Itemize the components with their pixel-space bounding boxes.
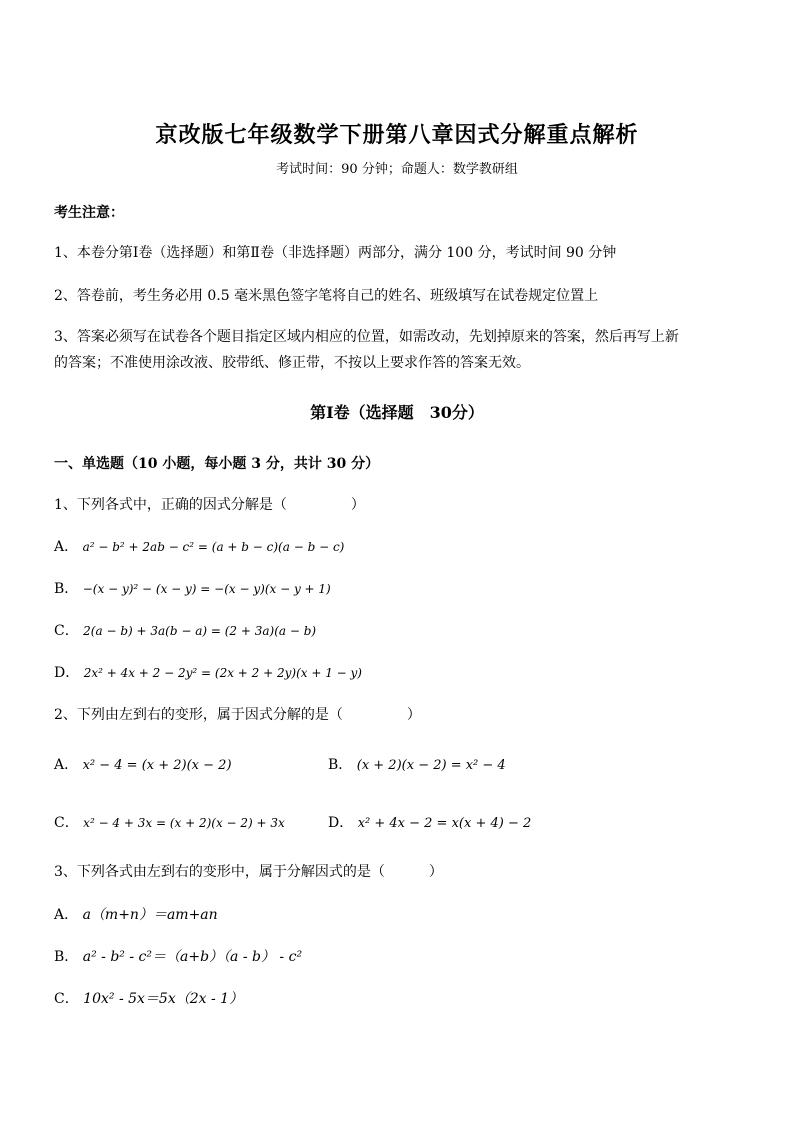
option-label: A． xyxy=(54,539,79,555)
option-label: C． xyxy=(54,991,79,1007)
option-expression: 2(a − b) + 3a(b − a) = (2 + 3a)(a − b) xyxy=(83,624,317,638)
option-expression: 2x² + 4x + 2 − 2y² = (2x + 2 + 2y)(x + 1 − y) xyxy=(83,666,362,680)
question-3-stem-close: ） xyxy=(428,864,443,880)
option-label: C． xyxy=(54,815,79,831)
question-2-stem-text: 2、下列由左到右的变形，属于因式分解的是（ xyxy=(54,707,343,723)
question-1-stem-text: 1、下列各式中，正确的因式分解是（ xyxy=(54,497,287,513)
question-1-stem-close: ） xyxy=(350,497,365,513)
option-label: A． xyxy=(54,757,79,773)
option-label: D． xyxy=(54,665,80,681)
option-expression: −(x − y)² − (x − y) = −(x − y)(x − y + 1) xyxy=(82,582,331,596)
notice-item-3: 3、答案必须写在试卷各个题目指定区域内相应的位置，如需改动，先划掉原来的答案，然后再写上新 xyxy=(54,329,679,345)
notice-item-3-cont: 的答案；不准使用涂改液、胶带纸、修正带，不按以上要求作答的答案无效。 xyxy=(54,355,530,371)
notice-item-1: 1、本卷分第Ⅰ卷（选择题）和第Ⅱ卷（非选择题）两部分，满分 100 分，考试时间 90 分钟 xyxy=(54,245,617,261)
option-label: A． xyxy=(54,907,79,923)
notice-heading: 考生注意： xyxy=(54,205,124,221)
option-label: B． xyxy=(54,949,79,965)
option-label: B． xyxy=(328,757,353,773)
option-expression: x² + 4x − 2 = x(x + 4) − 2 xyxy=(357,816,532,831)
option-label: B． xyxy=(54,581,79,597)
option-label: D． xyxy=(328,815,354,831)
question-1-stem xyxy=(54,494,365,514)
option-expression: (x + 2)(x − 2) = x² − 4 xyxy=(356,758,506,773)
question-3-option-b[interactable] xyxy=(54,946,302,966)
option-expression: x² − 4 + 3x = (x + 2)(x − 2) + 3x xyxy=(83,816,285,830)
question-2-option-a[interactable] xyxy=(54,754,232,774)
question-1-option-b[interactable] xyxy=(54,578,331,598)
question-1-option-c[interactable] xyxy=(54,620,316,640)
question-3-option-c[interactable] xyxy=(54,988,243,1008)
question-2-stem-close: ） xyxy=(406,707,421,723)
option-expression: a² - b² - c²＝（a+b）（a - b） - c² xyxy=(82,949,303,965)
page-subtitle: 考试时间：90 分钟；命题人：数学教研组 xyxy=(276,162,518,177)
part-title: 一、单选题（10 小题，每小题 3 分，共计 30 分） xyxy=(54,456,380,472)
question-2-option-b[interactable] xyxy=(328,754,506,774)
option-expression: a（m+n）＝am+an xyxy=(82,907,218,923)
question-2-option-c[interactable] xyxy=(54,812,285,832)
option-expression: a² − b² + 2ab − c² = (a + b − c)(a − b − c) xyxy=(82,540,345,554)
question-2-option-d[interactable] xyxy=(328,812,531,832)
option-expression: 10x² - 5x＝5x（2x - 1） xyxy=(83,991,244,1007)
question-1-option-d[interactable] xyxy=(54,662,362,682)
question-3-stem-text: 3、下列各式由左到右的变形中，属于分解因式的是（ xyxy=(54,864,385,880)
question-3-stem xyxy=(54,861,443,881)
page-title: 京改版七年级数学下册第八章因式分解重点解析 xyxy=(155,122,639,148)
notice-item-2: 2、答卷前，考生务必用 0.5 毫米黑色签字笔将自己的姓名、班级填写在试卷规定位置上 xyxy=(54,288,599,304)
option-label: C． xyxy=(54,623,79,639)
option-expression: x² − 4 = (x + 2)(x − 2) xyxy=(82,758,232,773)
question-3-option-a[interactable] xyxy=(54,904,218,924)
question-1-option-a[interactable] xyxy=(54,536,344,556)
question-2-stem xyxy=(54,704,421,724)
section-title: 第Ⅰ卷（选择题 30分） xyxy=(310,403,484,422)
